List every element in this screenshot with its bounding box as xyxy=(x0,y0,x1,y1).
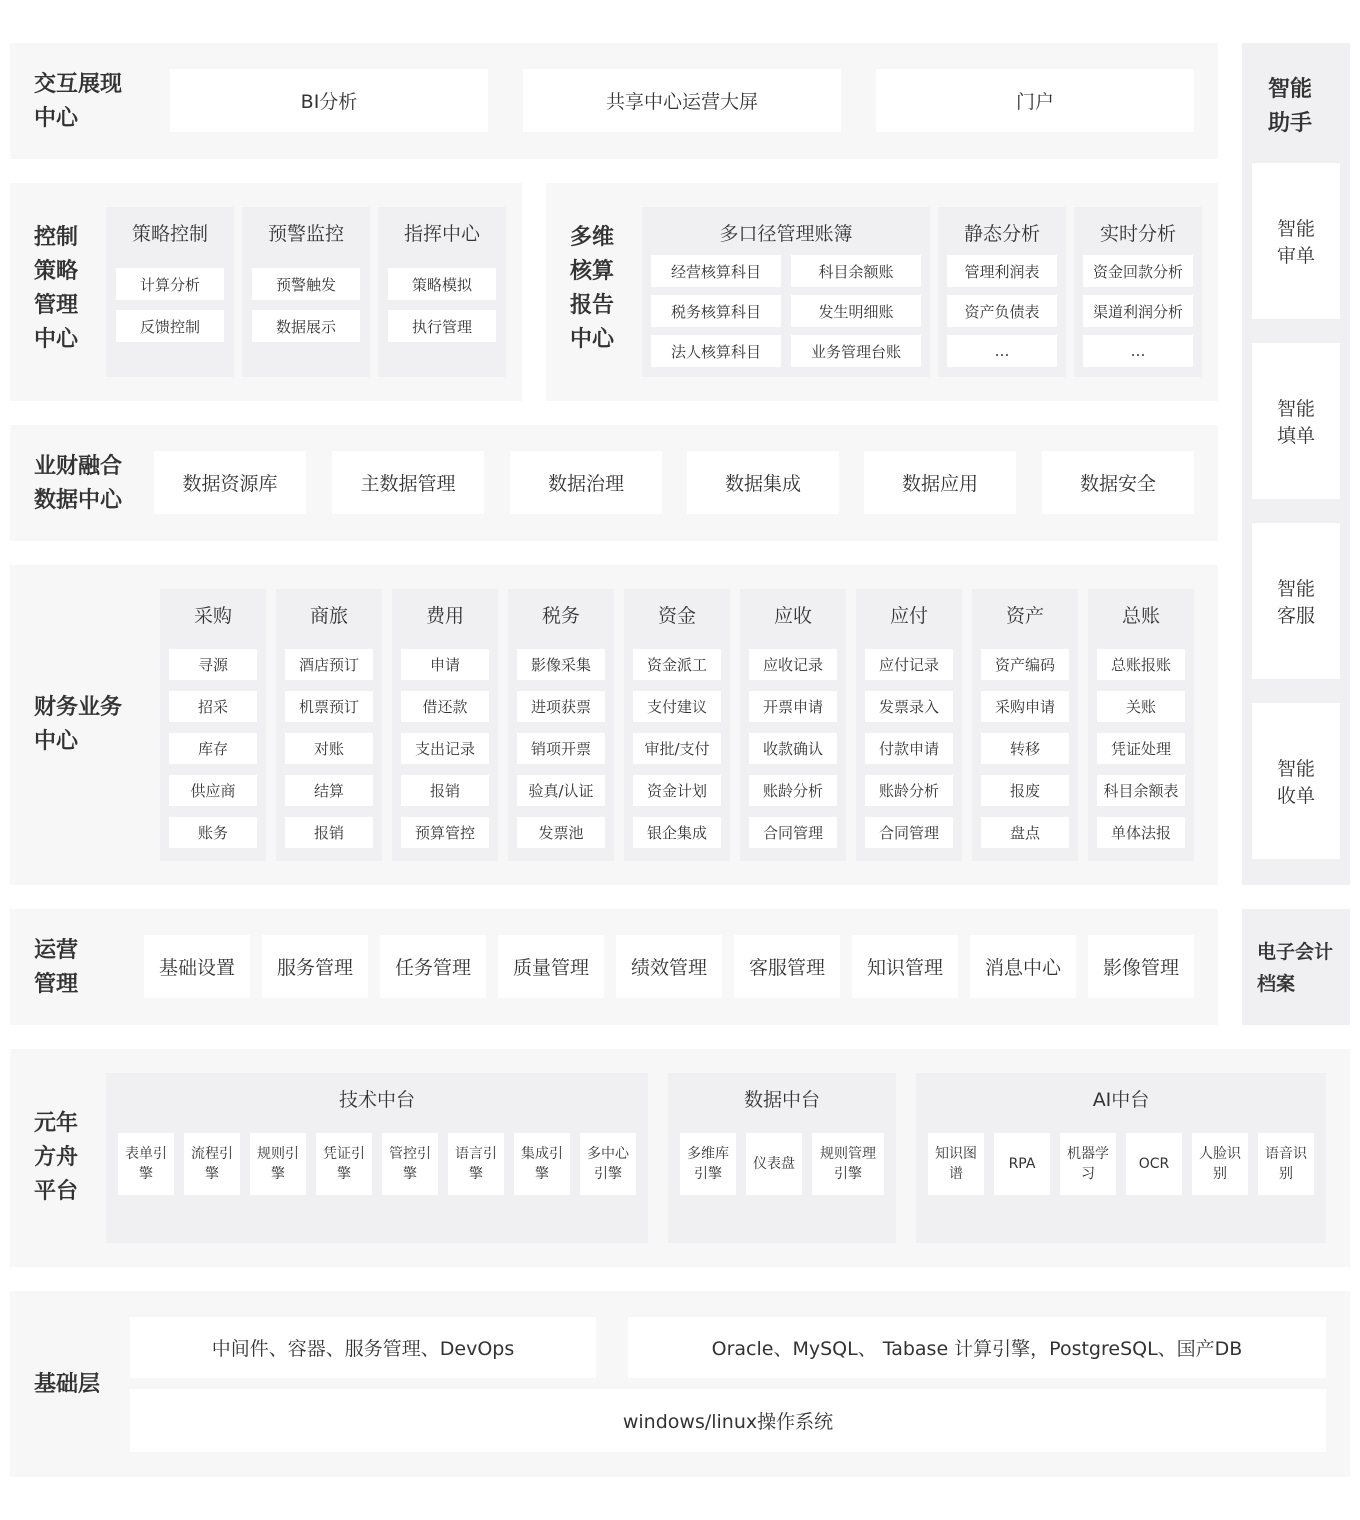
data-center-item[interactable]: 主数据管理 xyxy=(332,451,484,514)
ai-platform-item[interactable] xyxy=(1126,1133,1182,1195)
base-section xyxy=(10,1291,1350,1477)
control-group xyxy=(378,207,506,377)
finance-column-title: 采购 xyxy=(193,604,232,627)
data-platform-group xyxy=(668,1073,896,1243)
ai-platform-item-label: 知识图谱 xyxy=(935,1146,977,1182)
operations-item[interactable]: 质量管理 xyxy=(498,935,604,998)
operations-item[interactable]: 客服管理 xyxy=(734,935,840,998)
finance-center-title: 财务业务中心 xyxy=(34,695,123,754)
ai-platform-item[interactable] xyxy=(928,1133,984,1195)
data-platform-item[interactable] xyxy=(746,1133,802,1195)
ai-platform-item-label: OCR xyxy=(1138,1156,1170,1172)
finance-item[interactable]: 科目余额表 xyxy=(1097,775,1185,806)
control-group-title: 策略控制 xyxy=(131,222,208,245)
tech-platform-item-label: 凭证引擎 xyxy=(323,1146,365,1182)
control-group xyxy=(106,207,234,377)
finance-item[interactable]: 报销 xyxy=(285,817,373,848)
operations-item[interactable]: 任务管理 xyxy=(380,935,486,998)
assistant-item-label: 智能客服 xyxy=(1276,578,1315,627)
finance-item[interactable]: 招采 xyxy=(169,691,257,722)
operations-item[interactable]: 基础设置 xyxy=(144,935,250,998)
finance-item[interactable]: 关账 xyxy=(1097,691,1185,722)
assistant-item-audit[interactable] xyxy=(1252,163,1340,319)
control-center-section xyxy=(10,183,522,401)
tech-platform-item[interactable] xyxy=(580,1133,636,1195)
control-group-title: 预警监控 xyxy=(267,222,344,245)
operations-item[interactable]: 服务管理 xyxy=(262,935,368,998)
tech-platform-item-label: 表单引擎 xyxy=(125,1146,167,1182)
ledger-item[interactable]: 业务管理台账 xyxy=(791,335,921,367)
tech-platform-item-label: 管控引擎 xyxy=(389,1146,431,1182)
accounting-center-title: 多维核算报告中心 xyxy=(570,225,615,352)
control-item[interactable]: 策略模拟 xyxy=(388,268,496,300)
finance-item[interactable]: 发票池 xyxy=(517,817,605,848)
realtime-analysis-item[interactable]: … xyxy=(1083,335,1193,367)
assistant-item-label: 智能审单 xyxy=(1276,218,1315,267)
finance-item[interactable]: 申请 xyxy=(401,649,489,680)
realtime-analysis-group xyxy=(1074,207,1202,377)
tech-platform-item[interactable] xyxy=(316,1133,372,1195)
ai-platform-item-label: RPA xyxy=(1008,1156,1036,1172)
finance-column xyxy=(856,589,962,861)
finance-item[interactable]: 转移 xyxy=(981,733,1069,764)
operations-item[interactable]: 知识管理 xyxy=(852,935,958,998)
ledger-item[interactable]: 发生明细账 xyxy=(791,295,921,327)
data-center-item[interactable]: 数据治理 xyxy=(510,451,662,514)
finance-item[interactable]: 报废 xyxy=(981,775,1069,806)
finance-item[interactable]: 发票录入 xyxy=(865,691,953,722)
control-center-title: 控制策略管理中心 xyxy=(34,225,79,352)
finance-column xyxy=(624,589,730,861)
ledger-item[interactable]: 经营核算科目 xyxy=(651,255,781,287)
tech-platform-title: 技术中台 xyxy=(338,1088,415,1111)
finance-column xyxy=(1088,589,1194,861)
finance-item[interactable]: 开票申请 xyxy=(749,691,837,722)
finance-item[interactable]: 单体法报 xyxy=(1097,817,1185,848)
operations-item[interactable]: 绩效管理 xyxy=(616,935,722,998)
interaction-center-title: 交互展现中心 xyxy=(34,72,123,131)
finance-item[interactable]: 预算管控 xyxy=(401,817,489,848)
finance-item[interactable]: 资金计划 xyxy=(633,775,721,806)
base-title: 基础层 xyxy=(34,1372,101,1397)
finance-item[interactable]: 账龄分析 xyxy=(865,775,953,806)
finance-center-section xyxy=(10,565,1218,885)
data-platform-item[interactable] xyxy=(680,1133,736,1195)
control-item[interactable]: 执行管理 xyxy=(388,310,496,342)
finance-column xyxy=(508,589,614,861)
finance-item[interactable]: 凭证处理 xyxy=(1097,733,1185,764)
bi-analysis-box[interactable]: BI分析 xyxy=(170,69,488,132)
finance-item[interactable]: 寻源 xyxy=(169,649,257,680)
finance-column xyxy=(740,589,846,861)
finance-item[interactable]: 销项开票 xyxy=(517,733,605,764)
control-item[interactable]: 反馈控制 xyxy=(116,310,224,342)
database-box[interactable]: Oracle、MySQL、 Tabase 计算引擎，PostgreSQL、国产DB xyxy=(628,1317,1326,1378)
data-center-item[interactable]: 数据安全 xyxy=(1042,451,1194,514)
ai-platform-item[interactable] xyxy=(1192,1133,1248,1195)
finance-item[interactable]: 酒店预订 xyxy=(285,649,373,680)
finance-item[interactable]: 验真/认证 xyxy=(517,775,605,806)
finance-column-title: 应付 xyxy=(889,604,928,627)
data-center-item[interactable]: 数据集成 xyxy=(687,451,839,514)
finance-item[interactable]: 审批/支付 xyxy=(633,733,721,764)
finance-column-title: 费用 xyxy=(425,604,464,627)
static-analysis-item[interactable]: … xyxy=(947,335,1057,367)
finance-item[interactable]: 结算 xyxy=(285,775,373,806)
tech-platform-item[interactable] xyxy=(514,1133,570,1195)
finance-item[interactable]: 付款申请 xyxy=(865,733,953,764)
data-center-item[interactable]: 数据资源库 xyxy=(154,451,306,514)
finance-item[interactable]: 借还款 xyxy=(401,691,489,722)
finance-item[interactable]: 影像采集 xyxy=(517,649,605,680)
assistant-item-label: 智能收单 xyxy=(1276,758,1315,807)
ledger-item[interactable]: 法人核算科目 xyxy=(651,335,781,367)
control-group xyxy=(242,207,370,377)
operations-title: 运营管理 xyxy=(34,938,79,997)
data-platform-title: 数据中台 xyxy=(743,1088,820,1111)
control-item[interactable]: 预警触发 xyxy=(252,268,360,300)
data-center-section xyxy=(10,425,1218,541)
operations-section xyxy=(10,909,1218,1025)
finance-column-title: 资产 xyxy=(1005,604,1044,627)
finance-item[interactable]: 收款确认 xyxy=(749,733,837,764)
portal-box[interactable]: 门户 xyxy=(876,69,1194,132)
tech-platform-item-label: 规则引擎 xyxy=(257,1146,299,1182)
finance-item[interactable]: 支付建议 xyxy=(633,691,721,722)
static-analysis-item[interactable]: 资产负债表 xyxy=(947,295,1057,327)
finance-item[interactable]: 资金派工 xyxy=(633,649,721,680)
finance-item[interactable]: 对账 xyxy=(285,733,373,764)
assistant-item-receipt[interactable] xyxy=(1252,703,1340,859)
ai-platform-item[interactable] xyxy=(994,1133,1050,1195)
realtime-analysis-title: 实时分析 xyxy=(1099,222,1176,245)
assistant-item-label: 智能填单 xyxy=(1276,398,1315,447)
finance-item[interactable]: 应收记录 xyxy=(749,649,837,680)
data-platform-item-label: 仪表盘 xyxy=(753,1156,795,1172)
archive-title: 电子会计档案 xyxy=(1257,941,1334,995)
finance-item[interactable]: 支出记录 xyxy=(401,733,489,764)
ledger-item[interactable]: 科目余额账 xyxy=(791,255,921,287)
finance-item[interactable]: 采购申请 xyxy=(981,691,1069,722)
tech-platform-item[interactable] xyxy=(382,1133,438,1195)
ledger-group-title: 多口径管理账簿 xyxy=(719,222,853,245)
os-box[interactable]: windows/linux操作系统 xyxy=(130,1389,1326,1452)
ai-platform-item[interactable] xyxy=(1060,1133,1116,1195)
finance-item[interactable]: 机票预订 xyxy=(285,691,373,722)
finance-item[interactable]: 盘点 xyxy=(981,817,1069,848)
interaction-center-section xyxy=(10,43,1218,159)
static-analysis-title: 静态分析 xyxy=(963,222,1040,245)
control-item[interactable]: 数据展示 xyxy=(252,310,360,342)
tech-platform-item-label: 语言引擎 xyxy=(455,1146,497,1182)
finance-item[interactable]: 合同管理 xyxy=(865,817,953,848)
operations-item[interactable]: 消息中心 xyxy=(970,935,1076,998)
data-platform-item-label: 多维库引擎 xyxy=(687,1146,729,1182)
ai-platform-item-label: 人脸识别 xyxy=(1199,1146,1241,1182)
finance-item[interactable]: 进项获票 xyxy=(517,691,605,722)
tech-platform-item-label: 多中心引擎 xyxy=(587,1146,629,1182)
accounting-center-section xyxy=(546,183,1218,401)
finance-item[interactable]: 供应商 xyxy=(169,775,257,806)
data-platform-item[interactable] xyxy=(812,1133,884,1195)
tech-platform-item[interactable] xyxy=(250,1133,306,1195)
finance-item[interactable]: 应付记录 xyxy=(865,649,953,680)
ai-platform-item-label: 机器学习 xyxy=(1067,1146,1109,1182)
finance-column-title: 应收 xyxy=(773,604,812,627)
assistant-title: 智能助手 xyxy=(1268,77,1313,136)
finance-item[interactable]: 报销 xyxy=(401,775,489,806)
tech-platform-item[interactable] xyxy=(184,1133,240,1195)
finance-column-title: 总账 xyxy=(1121,604,1160,627)
platform-section xyxy=(10,1049,1350,1267)
platform-title: 元年方舟平台 xyxy=(34,1111,79,1204)
tech-platform-item[interactable] xyxy=(448,1133,504,1195)
realtime-analysis-item[interactable]: 渠道利润分析 xyxy=(1083,295,1193,327)
data-platform-item-label: 规则管理引擎 xyxy=(820,1146,876,1182)
finance-column xyxy=(276,589,382,861)
assistant-item-service[interactable] xyxy=(1252,523,1340,679)
finance-column-title: 资金 xyxy=(657,604,696,627)
finance-item[interactable]: 资产编码 xyxy=(981,649,1069,680)
static-analysis-group xyxy=(938,207,1066,377)
operations-item[interactable]: 影像管理 xyxy=(1088,935,1194,998)
data-center-item[interactable]: 数据应用 xyxy=(864,451,1016,514)
finance-item[interactable]: 账务 xyxy=(169,817,257,848)
static-analysis-item[interactable]: 管理利润表 xyxy=(947,255,1057,287)
tech-platform-item-label: 流程引擎 xyxy=(191,1146,233,1182)
finance-column xyxy=(972,589,1078,861)
middleware-box[interactable]: 中间件、容器、服务管理、DevOps xyxy=(130,1317,596,1378)
control-group-title: 指挥中心 xyxy=(403,222,480,245)
control-item[interactable]: 计算分析 xyxy=(116,268,224,300)
finance-item[interactable]: 库存 xyxy=(169,733,257,764)
data-center-title: 业财融合数据中心 xyxy=(34,454,123,513)
assistant-section xyxy=(1242,43,1350,885)
assistant-item-fill[interactable] xyxy=(1252,343,1340,499)
finance-item[interactable]: 总账报账 xyxy=(1097,649,1185,680)
tech-platform-item-label: 集成引擎 xyxy=(521,1146,563,1182)
ai-platform-item-label: 语音识别 xyxy=(1265,1146,1307,1182)
archive-section[interactable] xyxy=(1242,909,1350,1025)
finance-column xyxy=(160,589,266,861)
ledger-group xyxy=(642,207,930,377)
ai-platform-item[interactable] xyxy=(1258,1133,1314,1195)
ai-platform-group xyxy=(916,1073,1326,1243)
finance-item[interactable]: 合同管理 xyxy=(749,817,837,848)
tech-platform-item[interactable] xyxy=(118,1133,174,1195)
finance-column-title: 商旅 xyxy=(309,604,348,627)
finance-column xyxy=(392,589,498,861)
ledger-item[interactable]: 税务核算科目 xyxy=(651,295,781,327)
finance-item[interactable]: 账龄分析 xyxy=(749,775,837,806)
realtime-analysis-item[interactable]: 资金回款分析 xyxy=(1083,255,1193,287)
ops-screen-box[interactable]: 共享中心运营大屏 xyxy=(523,69,841,132)
tech-platform-group xyxy=(106,1073,648,1243)
ai-platform-title: AI中台 xyxy=(1092,1088,1150,1111)
finance-column-title: 税务 xyxy=(541,604,580,627)
finance-item[interactable]: 银企集成 xyxy=(633,817,721,848)
